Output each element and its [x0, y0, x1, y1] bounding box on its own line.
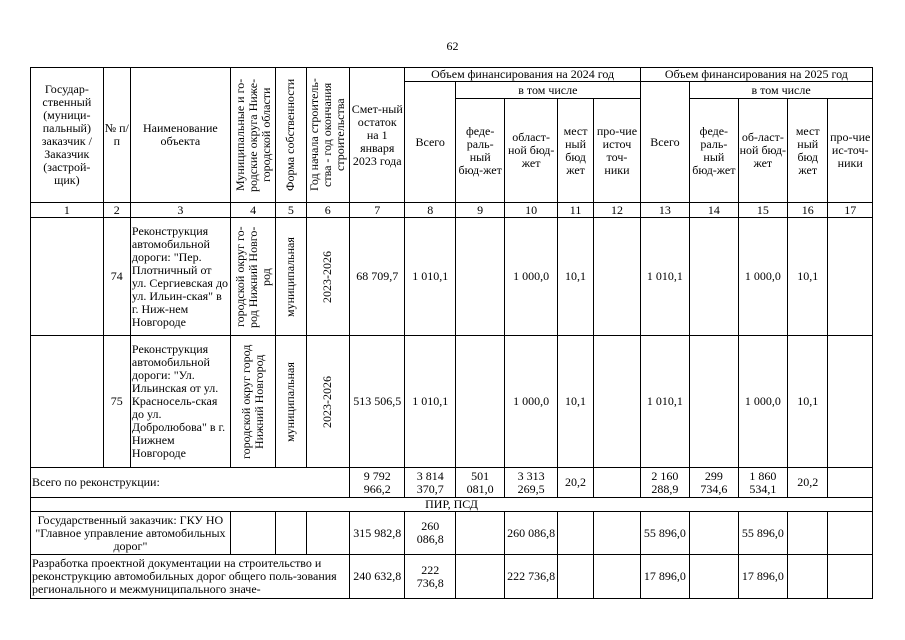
table-row [31, 218, 873, 336]
gku-label: Государственный заказчик: ГКУ НО "Главное управление автомобильных дорог" [31, 512, 231, 555]
table-row [31, 336, 873, 468]
other-2024 [594, 218, 640, 336]
years-text: 2023-2026 [320, 375, 335, 428]
row-num: 75 [103, 336, 130, 468]
header-local-2024: мест ный бюд жет [557, 99, 593, 203]
total-2024: 1 010,1 [405, 336, 455, 468]
regional-2024: 1 000,0 [505, 336, 557, 468]
empty-cell [828, 555, 873, 599]
gku-row [31, 512, 873, 555]
gku-regional-2024: 260 086,8 [505, 512, 557, 555]
header-federal-2024: феде-раль-ный бюд-жет [455, 99, 504, 203]
local-2024: 10,1 [557, 218, 593, 336]
other-2025 [828, 218, 873, 336]
design-total-2024: 222 736,8 [405, 555, 455, 599]
district-cell [230, 336, 275, 468]
col-index: 10 [505, 203, 557, 218]
total-2025: 1 010,1 [640, 336, 689, 468]
header-fin-2025: Объем финансирования на 2025 год [640, 68, 872, 82]
column-index-row [31, 203, 873, 218]
header-name: Наименование объекта [130, 68, 230, 203]
section-title: ПИР, ПСД [31, 498, 873, 512]
header-fin-2024: Объем финансирования на 2024 год [405, 68, 640, 82]
empty-cell [276, 512, 306, 555]
gku-total-2025: 55 896,0 [640, 512, 689, 555]
col-index: 11 [557, 203, 593, 218]
total-recon-row [31, 468, 873, 498]
header-years: Год начала строитель-ства - год окончания строительства [307, 78, 348, 192]
col-index: 2 [103, 203, 130, 218]
header-district: Муниципальные и го-родские округа Ниже-городской области [232, 78, 273, 192]
object-name: Реконструкция автомобильной дороги: "Пер. Плотничный от ул. Сергиевская до ул. Ильин-ская" в г. Ниж-нем Новгороде [130, 218, 230, 336]
col-index: 14 [690, 203, 738, 218]
regional-2025: 1 000,0 [738, 336, 787, 468]
col-index: 12 [594, 203, 640, 218]
empty-cell [455, 555, 504, 599]
federal-2025 [690, 218, 738, 336]
years-cell [306, 218, 349, 336]
empty-cell [690, 512, 738, 555]
empty-cell [594, 555, 640, 599]
design-remain: 240 632,8 [349, 555, 405, 599]
header-regional-2024: област-ной бюд-жет [505, 99, 557, 203]
header-district-cell [230, 68, 275, 203]
years-cell [306, 336, 349, 468]
header-ownership-cell [276, 68, 306, 203]
col-index: 3 [130, 203, 230, 218]
district-text: городской округ го-род Нижний Новго-род [232, 225, 273, 328]
other-2024 [594, 336, 640, 468]
header-local-2025: мест ный бюд жет [788, 99, 828, 203]
total-recon-federal-2024: 501 081,0 [455, 468, 504, 498]
regional-2025: 1 000,0 [738, 218, 787, 336]
federal-2024 [455, 336, 504, 468]
col-index: 15 [738, 203, 787, 218]
col-index: 16 [788, 203, 828, 218]
header-years-cell [306, 68, 349, 203]
col-index: 7 [349, 203, 405, 218]
col-index: 5 [276, 203, 306, 218]
total-recon-remain: 9 792 966,2 [349, 468, 405, 498]
header-num: № п/ п [103, 68, 130, 203]
ownership-cell [276, 218, 306, 336]
page-number: 62 [446, 39, 459, 53]
remain-value: 513 506,5 [349, 336, 405, 468]
total-recon-federal-2025: 299 734,6 [690, 468, 738, 498]
ownership-text: муниципальная [283, 236, 298, 317]
design-total-2025: 17 896,0 [640, 555, 689, 599]
empty-cell [594, 512, 640, 555]
financing-table [30, 67, 873, 599]
header-customer: Государ-ственный (муници-пальный) заказчик / Заказчик (застрой-щик) [31, 68, 104, 203]
total-recon-regional-2024: 3 313 269,5 [505, 468, 557, 498]
empty-cell [557, 512, 593, 555]
total-recon-total-2025: 2 160 288,9 [640, 468, 689, 498]
total-recon-other-2024 [594, 468, 640, 498]
local-2025: 10,1 [788, 218, 828, 336]
header-federal-2025: феде-раль-ный бюд-жет [690, 99, 738, 203]
empty-cell [828, 512, 873, 555]
design-row [31, 555, 873, 599]
header-ownership: Форма собственности [283, 78, 298, 192]
empty-cell [455, 512, 504, 555]
ownership-text: муниципальная [283, 361, 298, 442]
years-text: 2023-2026 [320, 250, 335, 303]
local-2024: 10,1 [557, 336, 593, 468]
customer-cell [31, 218, 104, 336]
district-text: городской округ город Нижний Новгород [239, 344, 267, 459]
col-index: 9 [455, 203, 504, 218]
header-including-2024: в том числе [455, 82, 640, 99]
object-name: Реконструкция автомобильной дороги: "Ул. Ильинская от ул. Красносель-ская до ул. Добролюбова" в г. Нижнем Новгороде [130, 336, 230, 468]
total-recon-total-2024: 3 814 370,7 [405, 468, 455, 498]
total-recon-label: Всего по реконструкции: [31, 468, 350, 498]
federal-2024 [455, 218, 504, 336]
other-2025 [828, 336, 873, 468]
gku-total-2024: 260 086,8 [405, 512, 455, 555]
header-remain: Смет-ный остаток на 1 января 2023 года [349, 68, 405, 203]
gku-remain: 315 982,8 [349, 512, 405, 555]
header-including-2025: в том числе [690, 82, 873, 99]
header-regional-2025: об-ласт-ной бюд-жет [738, 99, 787, 203]
total-2024: 1 010,1 [405, 218, 455, 336]
col-index: 4 [230, 203, 275, 218]
design-regional-2025: 17 896,0 [738, 555, 787, 599]
total-recon-other-2025 [828, 468, 873, 498]
empty-cell [306, 512, 349, 555]
empty-cell [788, 555, 828, 599]
federal-2025 [690, 336, 738, 468]
col-index: 1 [31, 203, 104, 218]
total-recon-local-2025: 20,2 [788, 468, 828, 498]
header-other-2025: про-чие ис-точ-ники [828, 99, 873, 203]
row-num: 74 [103, 218, 130, 336]
local-2025: 10,1 [788, 336, 828, 468]
total-recon-local-2024: 20,2 [557, 468, 593, 498]
section-row [31, 498, 873, 512]
design-label: Разработка проектной документации на строительство и реконструкцию автомобильных дорог общего поль-зования регионального и межмуниципального значе- [31, 555, 350, 599]
header-total-2025: Всего [640, 82, 689, 203]
header-other-2024: про-чие источ точ-ники [594, 99, 640, 203]
gku-regional-2025: 55 896,0 [738, 512, 787, 555]
empty-cell [557, 555, 593, 599]
col-index: 13 [640, 203, 689, 218]
remain-value: 68 709,7 [349, 218, 405, 336]
customer-cell [31, 336, 104, 468]
empty-cell [788, 512, 828, 555]
col-index: 17 [828, 203, 873, 218]
ownership-cell [276, 336, 306, 468]
total-recon-regional-2025: 1 860 534,1 [738, 468, 787, 498]
empty-cell [690, 555, 738, 599]
col-index: 8 [405, 203, 455, 218]
header-total-2024: Всего [405, 82, 455, 203]
regional-2024: 1 000,0 [505, 218, 557, 336]
design-regional-2024: 222 736,8 [505, 555, 557, 599]
col-index: 6 [306, 203, 349, 218]
empty-cell [230, 512, 275, 555]
district-cell [230, 218, 275, 336]
total-2025: 1 010,1 [640, 218, 689, 336]
